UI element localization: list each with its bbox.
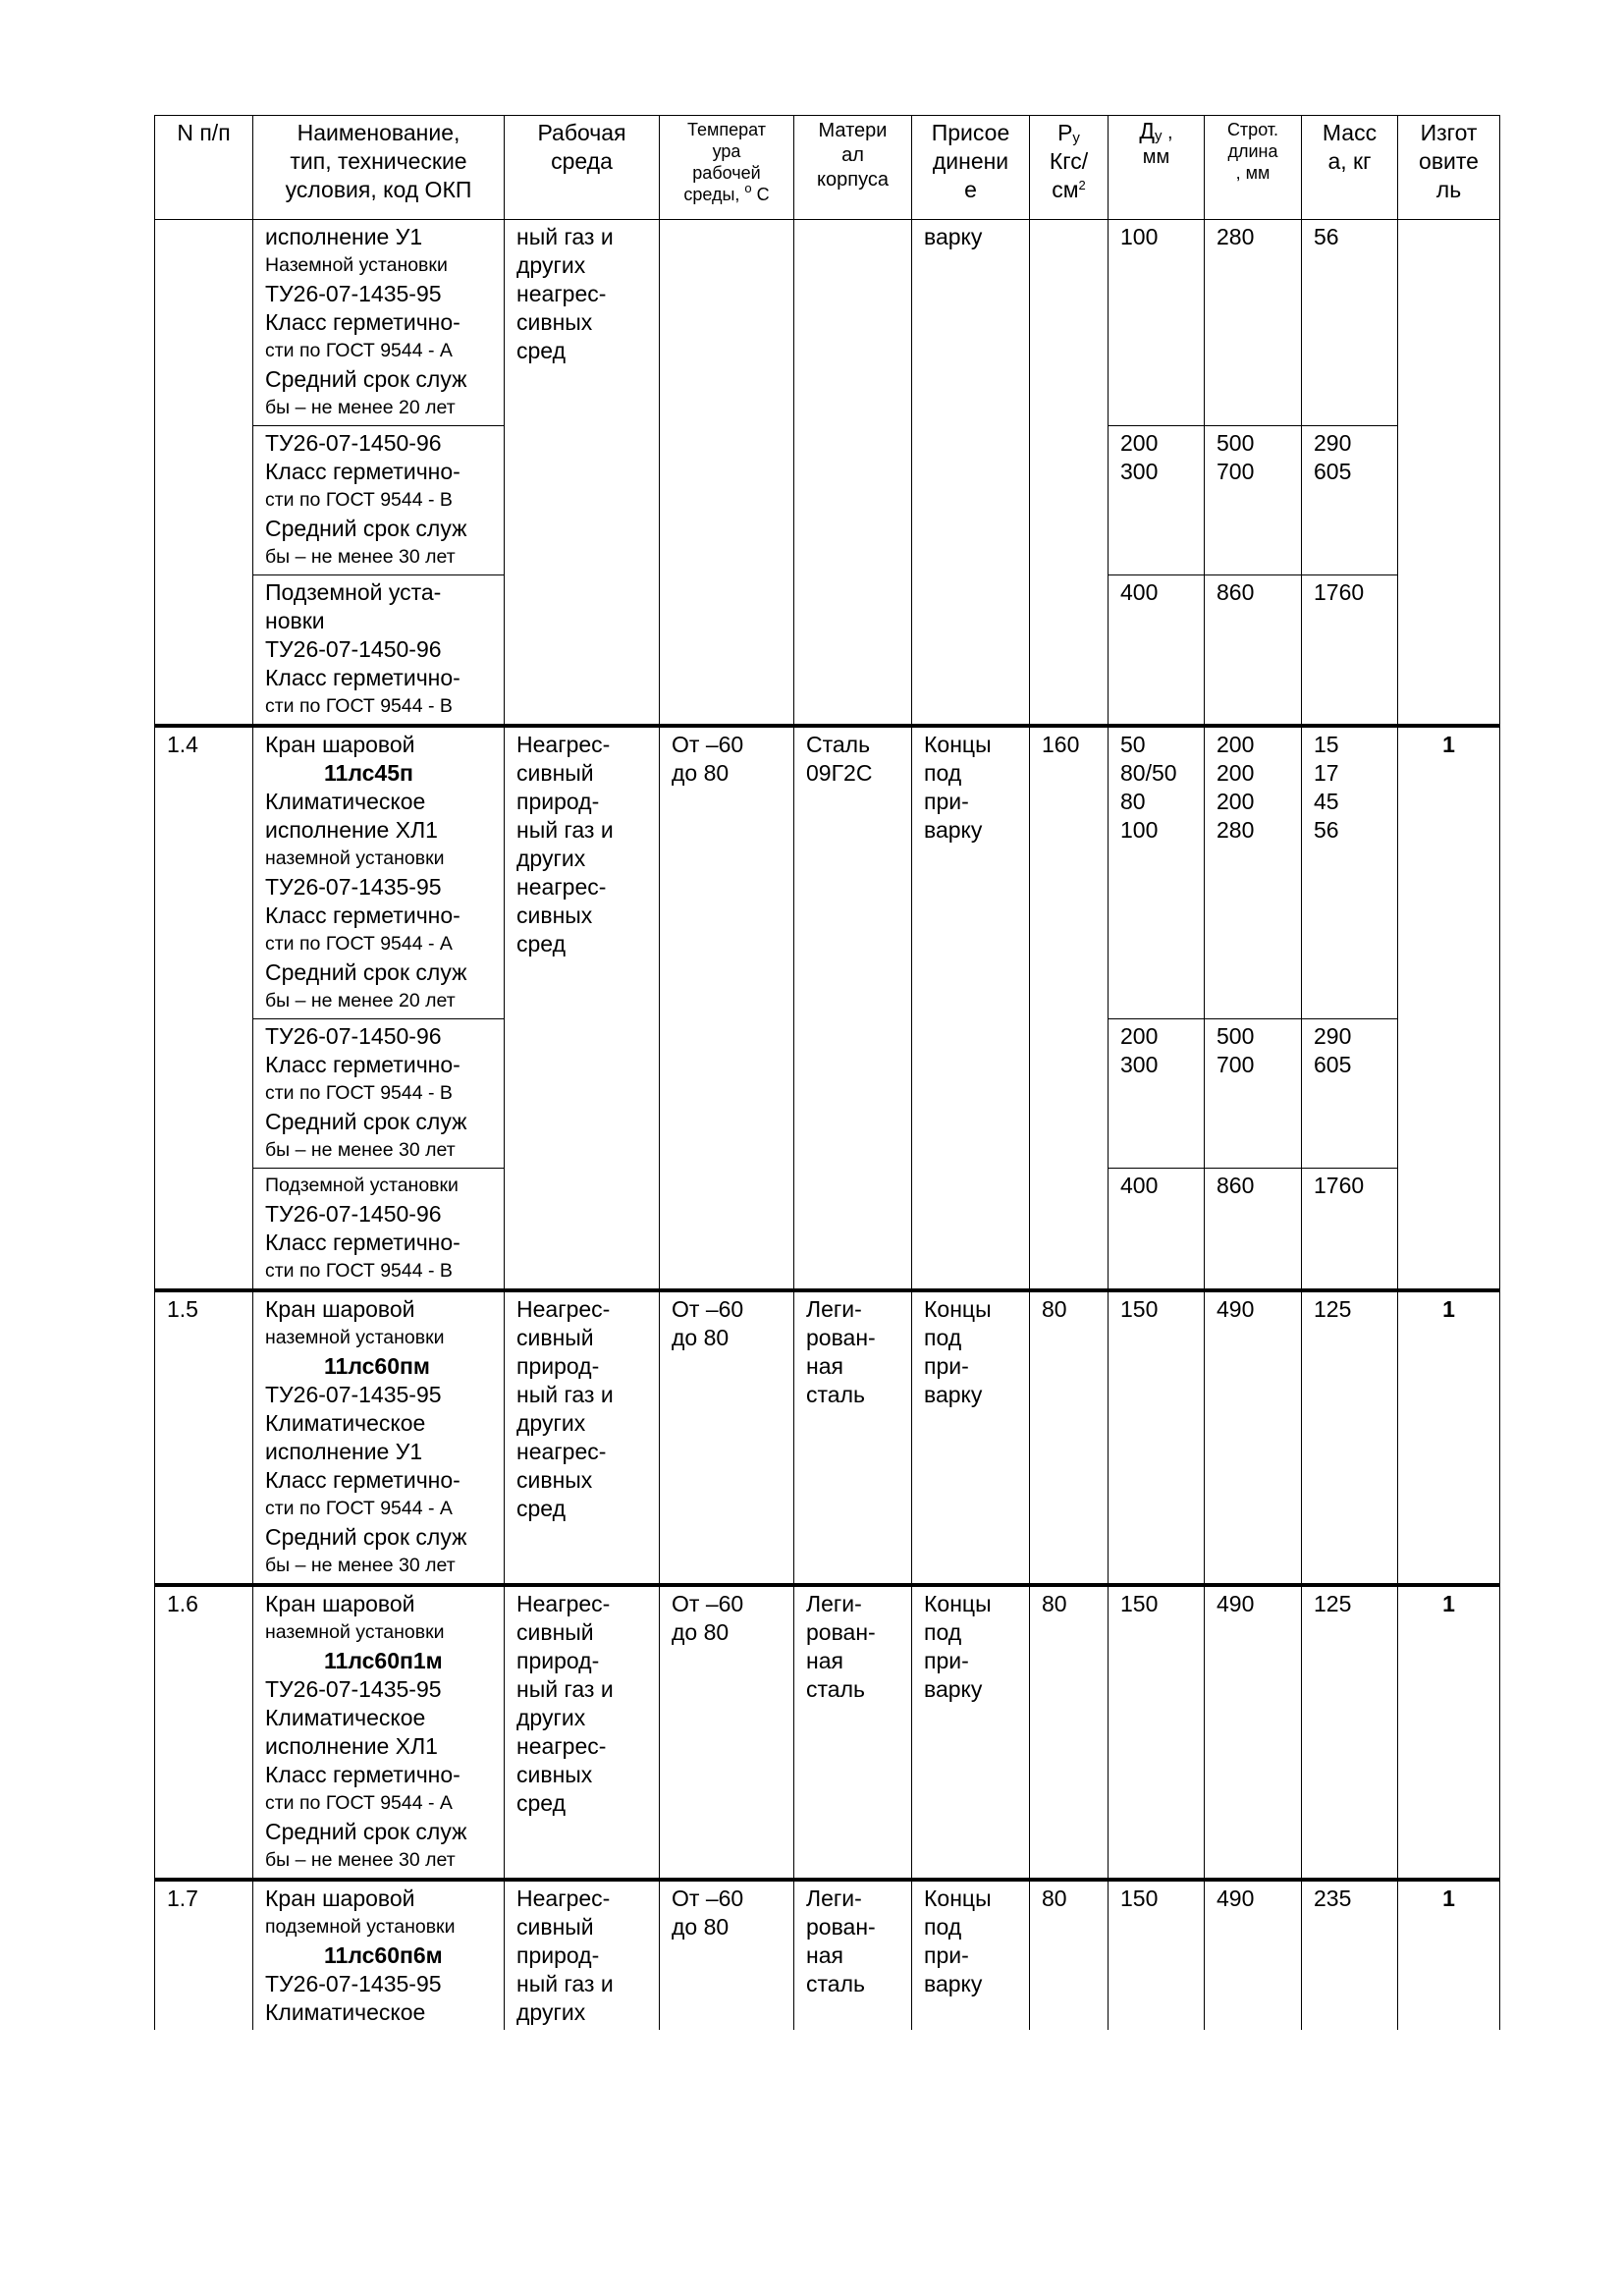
cell-line: Сталь <box>806 732 871 757</box>
cell-line: ная <box>806 1353 843 1379</box>
cell-line: Кран шаровой <box>265 1886 415 1911</box>
cell-line: неагрес- <box>516 1733 607 1759</box>
cell-line: Кран шаровой <box>265 1296 415 1322</box>
col-material-header: Матери ал корпуса <box>794 116 912 220</box>
cell-line: сталь <box>806 1382 865 1407</box>
medium-cell <box>505 1290 660 1585</box>
cell-line: 605 <box>1314 1052 1352 1077</box>
cell-line: Леги- <box>806 1886 862 1911</box>
length-cell <box>1205 1169 1302 1291</box>
cell-line: 80/50 <box>1120 760 1177 786</box>
cell-line: рован- <box>806 1619 876 1645</box>
table-row <box>155 1880 1500 2030</box>
cell-line: при- <box>924 1648 969 1673</box>
cell-line: 300 <box>1120 1052 1159 1077</box>
name-cell <box>253 1019 505 1169</box>
connection-cell <box>912 726 1030 1290</box>
cell-line: подземной установки <box>265 1916 456 1938</box>
cell-line: 290 <box>1314 1023 1352 1049</box>
pressure-cell: 160 <box>1030 726 1109 1290</box>
name-cell <box>253 726 505 1019</box>
cell-line: Концы <box>924 1886 992 1911</box>
medium-cell <box>505 220 660 727</box>
col-diameter-header: $Д_у$ , мм <box>1109 116 1205 220</box>
medium-cell <box>505 1585 660 1880</box>
cell-line: сти по ГОСТ 9544 - В <box>265 489 453 511</box>
cell-line: 200 <box>1217 760 1255 786</box>
cell-line: 400 <box>1120 1173 1159 1198</box>
cell-line: Неагрес- <box>516 1296 611 1322</box>
length-cell <box>1205 220 1302 426</box>
cell-line: ная <box>806 1648 843 1673</box>
cell-line: варку <box>924 1676 983 1702</box>
maker-cell: 1 <box>1398 1880 1500 2030</box>
material-cell <box>794 726 912 1290</box>
cell-line: Климатическое <box>265 1999 426 2025</box>
cell-line: под <box>924 1914 962 1940</box>
cell-line: Класс герметично- <box>265 459 460 484</box>
number-cell: 1.5 <box>155 1290 253 1585</box>
cell-line: ТУ26-07-1435-95 <box>265 1676 442 1702</box>
cell-line: Концы <box>924 1296 992 1322</box>
maker-cell: 1 <box>1398 1585 1500 1880</box>
cell-line: Средний срок служ <box>265 1819 467 1844</box>
cell-line: Леги- <box>806 1296 862 1322</box>
temperature-cell <box>660 726 794 1290</box>
cell-line: сред <box>516 338 566 363</box>
cell-line: сталь <box>806 1971 865 1996</box>
cell-line: Класс герметично- <box>265 1230 460 1255</box>
col-length-header: Строт. длина , мм <box>1205 116 1302 220</box>
mass-cell <box>1302 426 1398 575</box>
diameter-cell <box>1109 426 1205 575</box>
cell-line: сред <box>516 1790 566 1816</box>
cell-line: сред <box>516 931 566 957</box>
mass-cell <box>1302 726 1398 1019</box>
cell-line: природ- <box>516 1648 600 1673</box>
table-row <box>155 726 1500 1019</box>
cell-line: сивных <box>516 1467 593 1493</box>
col-mass-header: Масс а, кг <box>1302 116 1398 220</box>
number-cell: 1.7 <box>155 1880 253 2030</box>
cell-line: других <box>516 1410 586 1436</box>
cell-line: 56 <box>1314 817 1339 843</box>
cell-line: Неагрес- <box>516 732 611 757</box>
cell-line: сти по ГОСТ 9544 - В <box>265 1082 453 1104</box>
cell-line: сивный <box>516 1325 594 1350</box>
cell-line: 45 <box>1314 789 1339 814</box>
cell-line: природ- <box>516 789 600 814</box>
cell-line: 50 <box>1120 732 1146 757</box>
cell-line: Средний срок служ <box>265 366 467 392</box>
cell-line: ТУ26-07-1435-95 <box>265 1971 442 1996</box>
temperature-cell <box>660 1585 794 1880</box>
length-cell <box>1205 1019 1302 1169</box>
cell-line: при- <box>924 789 969 814</box>
cell-line: Класс герметично- <box>265 665 460 690</box>
model-code: 11лс60п6м <box>324 1942 443 1968</box>
connection-cell <box>912 1585 1030 1880</box>
length-cell <box>1205 726 1302 1019</box>
material-cell <box>794 1290 912 1585</box>
cell-line: Леги- <box>806 1591 862 1616</box>
col-connection-header: Присое динени е <box>912 116 1030 220</box>
cell-line: сивный <box>516 1619 594 1645</box>
material-cell <box>794 220 912 727</box>
name-cell <box>253 1290 505 1585</box>
length-cell: 490 <box>1205 1880 1302 2030</box>
cell-line: Наземной установки <box>265 254 448 276</box>
cell-line: 605 <box>1314 459 1352 484</box>
cell-line: Средний срок служ <box>265 1109 467 1134</box>
cell-line: ный газ и <box>516 1382 614 1407</box>
cell-line: сти по ГОСТ 9544 - В <box>265 1260 453 1282</box>
cell-line: 80 <box>1120 789 1146 814</box>
length-cell <box>1205 575 1302 727</box>
col-number-header: N п/п <box>155 116 253 220</box>
cell-line: 09Г2С <box>806 760 873 786</box>
diameter-cell <box>1109 1019 1205 1169</box>
cell-line: сти по ГОСТ 9544 - А <box>265 340 453 361</box>
cell-line: Кран шаровой <box>265 732 415 757</box>
cell-line: исполнение ХЛ1 <box>265 817 438 843</box>
cell-line: до 80 <box>672 760 730 786</box>
cell-line: других <box>516 1999 586 2025</box>
mass-cell <box>1302 1169 1398 1291</box>
cell-line: при- <box>924 1942 969 1968</box>
diameter-cell <box>1109 575 1205 727</box>
cell-line: От –60 <box>672 1886 744 1911</box>
cell-line: 15 <box>1314 732 1339 757</box>
cell-line: сти по ГОСТ 9544 - В <box>265 695 453 717</box>
cell-line: бы – не менее 30 лет <box>265 1139 456 1161</box>
diameter-cell: 150 <box>1109 1290 1205 1585</box>
cell-line: до 80 <box>672 1914 730 1940</box>
cell-line: под <box>924 1325 962 1350</box>
pressure-cell: 80 <box>1030 1290 1109 1585</box>
cell-line: исполнение У1 <box>265 1439 423 1464</box>
cell-line: ная <box>806 1942 843 1968</box>
cell-line: природ- <box>516 1353 600 1379</box>
name-cell <box>253 426 505 575</box>
name-cell <box>253 575 505 727</box>
mass-cell <box>1302 1019 1398 1169</box>
medium-cell <box>505 726 660 1290</box>
cell-line: бы – не менее 30 лет <box>265 1849 456 1871</box>
cell-line: Класс герметично- <box>265 1052 460 1077</box>
cell-line: Климатическое <box>265 1705 426 1730</box>
cell-line: От –60 <box>672 732 744 757</box>
mass-cell: 125 <box>1302 1290 1398 1585</box>
cell-line: 100 <box>1120 817 1159 843</box>
cell-line: других <box>516 1705 586 1730</box>
mass-cell <box>1302 220 1398 426</box>
cell-line: Средний срок служ <box>265 516 467 541</box>
cell-line: 17 <box>1314 760 1339 786</box>
cell-line: 860 <box>1217 579 1255 605</box>
medium-cell <box>505 1880 660 2030</box>
cell-line: неагрес- <box>516 281 607 306</box>
cell-line: наземной установки <box>265 1327 445 1348</box>
number-cell <box>155 220 253 727</box>
cell-line: бы – не менее 30 лет <box>265 546 456 568</box>
cell-line: рован- <box>806 1325 876 1350</box>
diameter-cell: 150 <box>1109 1585 1205 1880</box>
col-name-header: Наименование, тип, технические условия, код ОКП <box>253 116 505 220</box>
cell-line: природ- <box>516 1942 600 1968</box>
cell-line: Класс герметично- <box>265 309 460 335</box>
cell-line: ТУ26-07-1450-96 <box>265 1201 442 1227</box>
cell-line: От –60 <box>672 1296 744 1322</box>
cell-line: Средний срок служ <box>265 1524 467 1550</box>
cell-line: варку <box>924 224 983 249</box>
cell-line: ТУ26-07-1450-96 <box>265 1023 442 1049</box>
table-row <box>155 1585 1500 1880</box>
cell-line: до 80 <box>672 1619 730 1645</box>
cell-line: Класс герметично- <box>265 902 460 928</box>
connection-cell <box>912 1880 1030 2030</box>
cell-line: ТУ26-07-1435-95 <box>265 1382 442 1407</box>
cell-line: варку <box>924 1971 983 1996</box>
cell-line: Подземной установки <box>265 1175 459 1196</box>
pressure-cell: 80 <box>1030 1585 1109 1880</box>
cell-line: бы – не менее 30 лет <box>265 1555 456 1576</box>
cell-line: 200 <box>1217 789 1255 814</box>
cell-line: 400 <box>1120 579 1159 605</box>
cell-line: сталь <box>806 1676 865 1702</box>
cell-line: Кран шаровой <box>265 1591 415 1616</box>
cell-line: сти по ГОСТ 9544 - А <box>265 933 453 955</box>
cell-line: бы – не менее 20 лет <box>265 397 456 418</box>
cell-line: 56 <box>1314 224 1339 249</box>
cell-line: варку <box>924 817 983 843</box>
col-medium-header: Рабочая среда <box>505 116 660 220</box>
diameter-cell <box>1109 220 1205 426</box>
cell-line: 700 <box>1217 459 1255 484</box>
cell-line: 280 <box>1217 817 1255 843</box>
cell-line: Неагрес- <box>516 1591 611 1616</box>
cell-line: неагрес- <box>516 874 607 900</box>
valves-table <box>154 115 1500 2030</box>
cell-line: сред <box>516 1496 566 1521</box>
cell-line: сивных <box>516 1762 593 1787</box>
number-cell: 1.4 <box>155 726 253 1290</box>
number-cell: 1.6 <box>155 1585 253 1880</box>
cell-line: ТУ26-07-1450-96 <box>265 636 442 662</box>
table-row <box>155 1290 1500 1585</box>
cell-line: других <box>516 846 586 871</box>
cell-line: От –60 <box>672 1591 744 1616</box>
name-cell <box>253 1169 505 1291</box>
cell-line: Концы <box>924 1591 992 1616</box>
cell-line: 280 <box>1217 224 1255 249</box>
cell-line: сти по ГОСТ 9544 - А <box>265 1792 453 1814</box>
cell-line: варку <box>924 1382 983 1407</box>
cell-line: рован- <box>806 1914 876 1940</box>
cell-line: 200 <box>1120 1023 1159 1049</box>
temperature-cell <box>660 220 794 727</box>
material-cell <box>794 1585 912 1880</box>
cell-line: наземной установки <box>265 1621 445 1643</box>
cell-line: ный газ и <box>516 224 614 249</box>
cell-line: сивный <box>516 760 594 786</box>
cell-line: новки <box>265 608 325 633</box>
cell-line: 1760 <box>1314 579 1365 605</box>
cell-line: Средний срок служ <box>265 959 467 985</box>
col-maker-header: Изгот овите ль <box>1398 116 1500 220</box>
cell-line: 500 <box>1217 1023 1255 1049</box>
cell-line: Класс герметично- <box>265 1467 460 1493</box>
cell-line: других <box>516 252 586 278</box>
cell-line: Концы <box>924 732 992 757</box>
maker-cell: 1 <box>1398 726 1500 1290</box>
cell-line: ный газ и <box>516 1676 614 1702</box>
cell-line: сивный <box>516 1914 594 1940</box>
cell-line: исполнение У1 <box>265 224 423 249</box>
cell-line: сивных <box>516 902 593 928</box>
cell-line: 860 <box>1217 1173 1255 1198</box>
cell-line: при- <box>924 1353 969 1379</box>
material-cell <box>794 1880 912 2030</box>
cell-line: 300 <box>1120 459 1159 484</box>
name-cell <box>253 1880 505 2030</box>
cell-line: ный газ и <box>516 1971 614 1996</box>
mass-cell: 235 <box>1302 1880 1398 2030</box>
name-cell <box>253 1585 505 1880</box>
cell-line: ТУ26-07-1435-95 <box>265 874 442 900</box>
cell-line: Класс герметично- <box>265 1762 460 1787</box>
cell-line: исполнение ХЛ1 <box>265 1733 438 1759</box>
cell-line: Климатическое <box>265 789 426 814</box>
cell-line: ТУ26-07-1435-95 <box>265 281 442 306</box>
cell-line: до 80 <box>672 1325 730 1350</box>
cell-line: наземной установки <box>265 847 445 869</box>
diameter-cell <box>1109 1169 1205 1291</box>
diameter-cell: 150 <box>1109 1880 1205 2030</box>
col-pressure-header: $Р_у$ Кгс/ $см^2$ <box>1030 116 1109 220</box>
connection-cell <box>912 1290 1030 1585</box>
cell-line: 200 <box>1120 430 1159 456</box>
model-code: 11лс60пм <box>324 1353 430 1379</box>
diameter-cell <box>1109 726 1205 1019</box>
cell-line: 700 <box>1217 1052 1255 1077</box>
mass-cell <box>1302 575 1398 727</box>
table-row <box>155 220 1500 426</box>
connection-cell <box>912 220 1030 727</box>
temperature-cell <box>660 1880 794 2030</box>
cell-line: 290 <box>1314 430 1352 456</box>
maker-cell: 1 <box>1398 1290 1500 1585</box>
length-cell: 490 <box>1205 1290 1302 1585</box>
cell-line: 1760 <box>1314 1173 1365 1198</box>
cell-line: 100 <box>1120 224 1159 249</box>
cell-line: Климатическое <box>265 1410 426 1436</box>
col-temperature-header: Температ ура рабочей среды, $^о$ С <box>660 116 794 220</box>
cell-line: сти по ГОСТ 9544 - А <box>265 1498 453 1519</box>
maker-cell <box>1398 220 1500 727</box>
cell-line: Неагрес- <box>516 1886 611 1911</box>
cell-line: ный газ и <box>516 817 614 843</box>
length-cell: 490 <box>1205 1585 1302 1880</box>
cell-line: неагрес- <box>516 1439 607 1464</box>
pressure-cell: 80 <box>1030 1880 1109 2030</box>
temperature-cell <box>660 1290 794 1585</box>
cell-line: под <box>924 1619 962 1645</box>
pressure-cell <box>1030 220 1109 727</box>
cell-line: 500 <box>1217 430 1255 456</box>
header-row <box>155 116 1500 220</box>
name-cell <box>253 220 505 426</box>
length-cell <box>1205 426 1302 575</box>
cell-line: под <box>924 760 962 786</box>
cell-line: ТУ26-07-1450-96 <box>265 430 442 456</box>
model-code: 11лс45п <box>324 760 413 786</box>
cell-line: сивных <box>516 309 593 335</box>
cell-line: Подземной уста- <box>265 579 442 605</box>
mass-cell: 125 <box>1302 1585 1398 1880</box>
cell-line: 200 <box>1217 732 1255 757</box>
model-code: 11лс60п1м <box>324 1648 443 1673</box>
cell-line: бы – не менее 20 лет <box>265 990 456 1011</box>
